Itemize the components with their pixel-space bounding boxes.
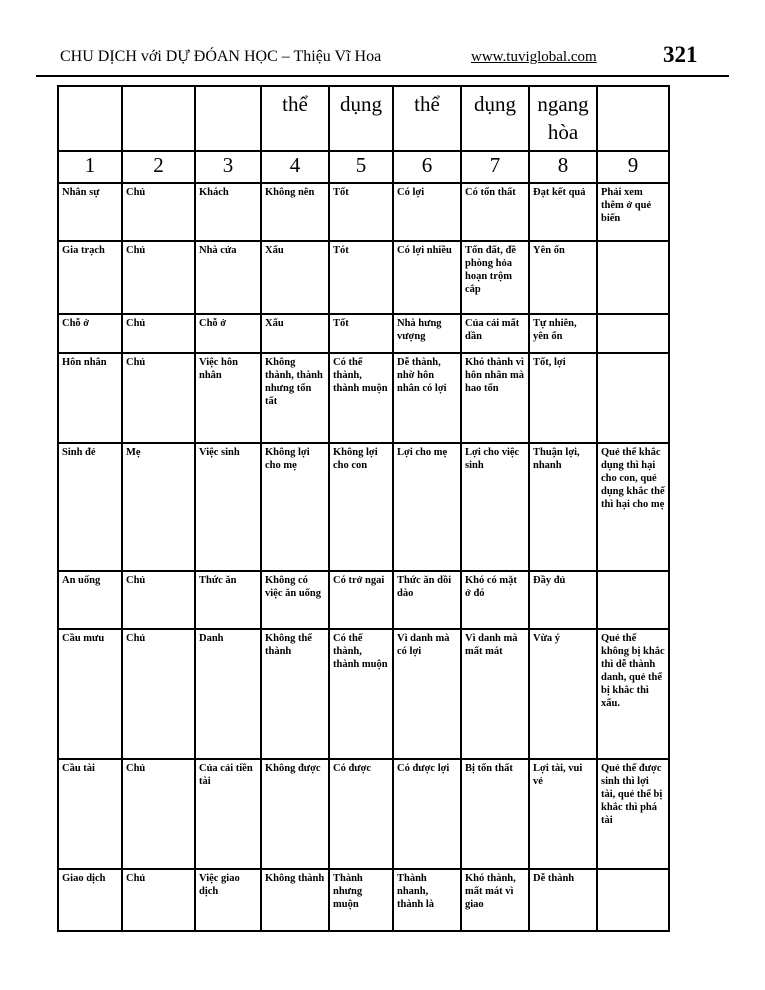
table-cell: Xấu: [261, 241, 329, 314]
table-cell: Khó có mặt ở đó: [461, 571, 529, 629]
table-cell: Bị tổn thất: [461, 759, 529, 869]
row-label-cell: An uống: [58, 571, 122, 629]
table-cell: Chủ: [122, 629, 195, 759]
table-cell: [597, 571, 669, 629]
table-cell: dụng: [329, 86, 393, 151]
table-row-roles: [58, 86, 669, 151]
table-cell: Việc sinh: [195, 443, 261, 571]
table-cell: Vừa ý: [529, 629, 597, 759]
table-cell: Không thể thành: [261, 629, 329, 759]
table-cell: Có lợi: [393, 183, 461, 241]
table-cell: Chủ: [122, 183, 195, 241]
table-cell: Có được lợi: [393, 759, 461, 869]
table-cell: Vì danh mà mất mát: [461, 629, 529, 759]
table-cell: Tự nhiên, yên ổn: [529, 314, 597, 353]
table-cell: Yên ổn: [529, 241, 597, 314]
table-cell: Thuận lợi, nhanh: [529, 443, 597, 571]
table-row: [58, 241, 669, 314]
row-label-cell: Chỗ ở: [58, 314, 122, 353]
table-cell: 7: [461, 151, 529, 183]
table-cell: Chủ: [122, 571, 195, 629]
table-cell: Thức ăn: [195, 571, 261, 629]
table-cell: Nhà hưng vượng: [393, 314, 461, 353]
table-cell: Không thành: [261, 869, 329, 931]
table-cell: 5: [329, 151, 393, 183]
table-cell: Chủ: [122, 759, 195, 869]
table-cell: Chủ: [122, 314, 195, 353]
table-row: [58, 443, 669, 571]
table-cell: Dễ thành: [529, 869, 597, 931]
table-cell: [122, 86, 195, 151]
row-label-cell: Cầu tài: [58, 759, 122, 869]
table-row-numbers: [58, 151, 669, 183]
table-cell: Của cải tiền tài: [195, 759, 261, 869]
table-cell: Tổn đất, đề phòng hỏa hoạn trộm cắp: [461, 241, 529, 314]
table-cell: Lợi cho mẹ: [393, 443, 461, 571]
table-cell: Lợi cho việc sinh: [461, 443, 529, 571]
table-cell: Không lợi cho mẹ: [261, 443, 329, 571]
table-cell: Không có việc ăn uống: [261, 571, 329, 629]
table-cell: Nhà cửa: [195, 241, 261, 314]
table-row: [58, 571, 669, 629]
table-cell: Tốt: [329, 183, 393, 241]
table-cell: [597, 353, 669, 443]
table-cell: Mẹ: [122, 443, 195, 571]
table-cell: dụng: [461, 86, 529, 151]
table-cell: [597, 869, 669, 931]
table-cell: Đầy đủ: [529, 571, 597, 629]
table-cell: 8: [529, 151, 597, 183]
table-cell: 4: [261, 151, 329, 183]
table-cell: Việc hôn nhân: [195, 353, 261, 443]
table-cell: Danh: [195, 629, 261, 759]
table-cell: Đạt kết quả: [529, 183, 597, 241]
table-cell: Phải xem thêm ở quẻ biến: [597, 183, 669, 241]
table-cell: Thành nhanh, thành là: [393, 869, 461, 931]
table-cell: 9: [597, 151, 669, 183]
table-cell: Không lợi cho con: [329, 443, 393, 571]
table-cell: Chủ: [122, 241, 195, 314]
row-label-cell: Gia trạch: [58, 241, 122, 314]
table-cell: Khách: [195, 183, 261, 241]
page-number: 321: [663, 42, 698, 67]
row-label-cell: Sinh đẻ: [58, 443, 122, 571]
table-cell: thể: [393, 86, 461, 151]
table-cell: Vì danh mà có lợi: [393, 629, 461, 759]
row-label-cell: Hôn nhân: [58, 353, 122, 443]
row-label-cell: Giao dịch: [58, 869, 122, 931]
table-row: [58, 629, 669, 759]
table-cell: 2: [122, 151, 195, 183]
table-cell: thể: [261, 86, 329, 151]
table-cell: Khó thành, mất mát vì giao: [461, 869, 529, 931]
table-cell: [597, 86, 669, 151]
row-label-cell: Nhân sự: [58, 183, 122, 241]
table-cell: [597, 314, 669, 353]
table-cell: [195, 86, 261, 151]
header-divider: [36, 75, 729, 77]
table-cell: ngang hòa: [529, 86, 597, 151]
table-row: [58, 869, 669, 931]
website-link[interactable]: www.tuviglobal.com: [471, 49, 597, 65]
table-cell: Tót: [329, 241, 393, 314]
outcomes-table: [57, 85, 670, 932]
table-cell: [58, 86, 122, 151]
table-cell: Chủ: [122, 869, 195, 931]
table-cell: Có thể thành, thành muộn: [329, 353, 393, 443]
table-cell: 6: [393, 151, 461, 183]
table-cell: Chủ: [122, 353, 195, 443]
book-title: CHU DỊCH với DỰ ĐÓAN HỌC – Thiệu Vĩ Hoa: [60, 48, 382, 65]
table-cell: Không nên: [261, 183, 329, 241]
table-cell: 1: [58, 151, 122, 183]
table-cell: Khó thành vì hôn nhân mà hao tổn: [461, 353, 529, 443]
table-cell: Quẻ thể được sinh thì lợi tài, quẻ thể bị khắc thì phá tài: [597, 759, 669, 869]
table-cell: Chỗ ở: [195, 314, 261, 353]
table-row: [58, 314, 669, 353]
table-cell: Có trở ngai: [329, 571, 393, 629]
table-cell: Có được: [329, 759, 393, 869]
table-cell: Quẻ thể khắc dụng thì hại cho con, quẻ dụng khắc thể thì hại cho mẹ: [597, 443, 669, 571]
table-cell: Việc giao dịch: [195, 869, 261, 931]
table-cell: Không được: [261, 759, 329, 869]
table-cell: Có lợi nhiều: [393, 241, 461, 314]
table-cell: Dễ thành, nhờ hôn nhân có lợi: [393, 353, 461, 443]
table-row: [58, 353, 669, 443]
table-cell: Của cải mất dần: [461, 314, 529, 353]
table-cell: Có tổn thất: [461, 183, 529, 241]
table-cell: Lợi tài, vui vẻ: [529, 759, 597, 869]
row-label-cell: Cầu mưu: [58, 629, 122, 759]
table-cell: Tốt: [329, 314, 393, 353]
table-cell: 3: [195, 151, 261, 183]
table-cell: Thức ăn dồi dào: [393, 571, 461, 629]
table-cell: Không thành, thành nhưng tổn tất: [261, 353, 329, 443]
table-row: [58, 759, 669, 869]
table-cell: Tốt, lợi: [529, 353, 597, 443]
table-cell: Quẻ thể không bị khắc thì dễ thành danh, quẻ thể bị khắc thì xấu.: [597, 629, 669, 759]
table-row: [58, 183, 669, 241]
table-cell: Có thể thành, thành muộn: [329, 629, 393, 759]
table-cell: Xấu: [261, 314, 329, 353]
table-cell: Thành nhưng muộn: [329, 869, 393, 931]
table-cell: [597, 241, 669, 314]
